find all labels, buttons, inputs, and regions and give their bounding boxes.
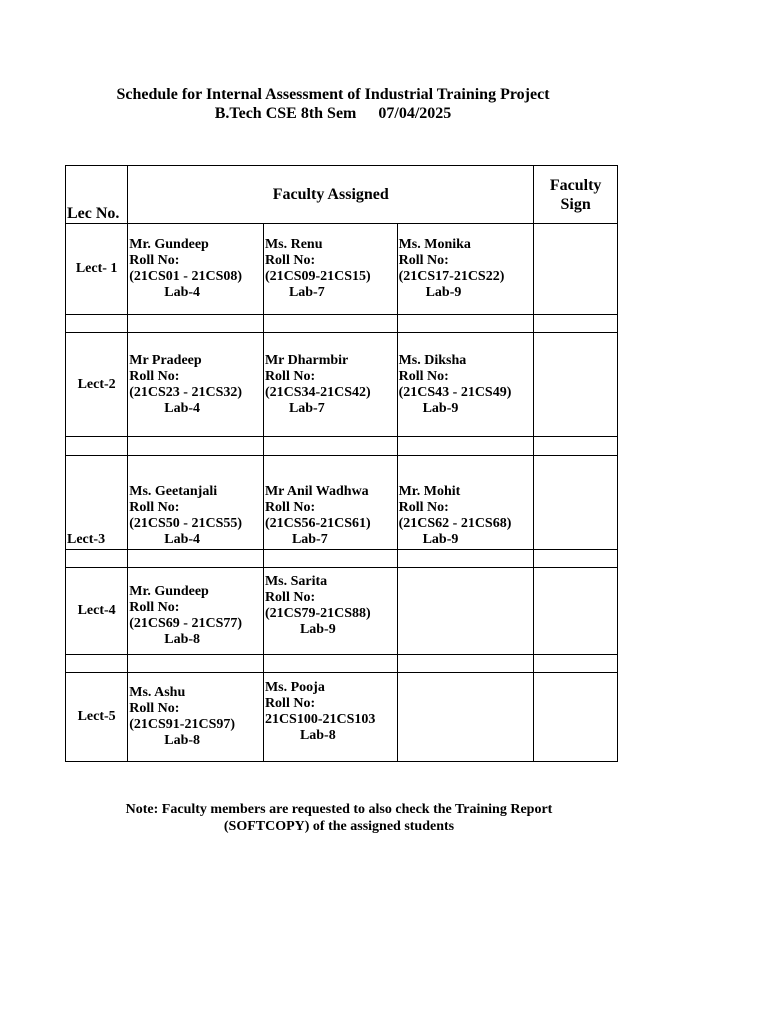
table-row (66, 333, 618, 437)
faculty-name: Mr. Gundeep (129, 237, 209, 252)
document-title: Schedule for Internal Assessment of Industrial Training Project (116, 86, 550, 103)
faculty-name: Mr Dharmbir (264, 352, 349, 368)
document-date: 07/04/2025 (378, 105, 452, 122)
document-title-block (86, 85, 580, 123)
spacer-row (66, 550, 618, 568)
roll-label: Roll No: (129, 253, 180, 268)
faculty-sign-cell (534, 224, 618, 315)
roll-label: Roll No: (129, 500, 180, 515)
faculty-sign-header-line-2: Sign (560, 195, 591, 213)
lab-label: Lab-9 (422, 532, 459, 547)
roll-range: (21CS34-21CS42) (264, 384, 371, 400)
document-subtitle: B.Tech CSE 8th Sem (214, 105, 357, 122)
lab-label: Lab-4 (164, 400, 201, 416)
lab-label: Lab-7 (288, 285, 325, 300)
roll-label: Roll No: (398, 368, 449, 384)
faculty-name: Mr Pradeep (129, 352, 202, 368)
lab-label: Lab-9 (425, 285, 462, 300)
faculty-name: Ms. Monika (398, 237, 471, 252)
roll-label: Roll No: (398, 500, 449, 515)
lab-label: Lab-7 (291, 532, 328, 547)
roll-range: (21CS62 - 21CS68) (398, 516, 512, 531)
spacer-row (66, 315, 618, 333)
faculty-sign-header-line-1: Faculty (549, 176, 602, 194)
roll-label: Roll No: (264, 368, 316, 384)
faculty-cell (128, 224, 264, 315)
faculty-cell-empty (397, 673, 534, 762)
faculty-cell (263, 333, 397, 437)
lab-label: Lab-9 (422, 400, 459, 416)
faculty-cell (263, 456, 397, 550)
roll-range: (21CS01 - 21CS08) (129, 269, 243, 284)
lecture-number: Lect-5 (66, 673, 128, 762)
lecture-number: Lect-3 (66, 456, 128, 550)
table-row (66, 568, 618, 655)
roll-range: (21CS09-21CS15) (264, 269, 371, 284)
roll-label: Roll No: (129, 368, 180, 384)
roll-range: (21CS56-21CS61) (264, 516, 371, 531)
faculty-name: Mr. Mohit (398, 484, 461, 499)
column-header-faculty-assigned: Faculty Assigned (128, 166, 534, 224)
faculty-cell (263, 673, 397, 762)
lecture-number: Lect-2 (66, 333, 128, 437)
faculty-sign-cell (534, 673, 618, 762)
faculty-cell (128, 568, 264, 655)
roll-label: Roll No: (264, 253, 316, 268)
roll-label: Roll No: (264, 696, 316, 711)
faculty-name: Ms. Pooja (264, 680, 325, 695)
column-header-lec-no: Lec No. (66, 166, 128, 224)
faculty-cell (397, 456, 534, 550)
roll-range: (21CS50 - 21CS55) (129, 516, 243, 531)
footer-note-line-1: Note: Faculty members are requested to also check the Training Report (125, 802, 553, 817)
faculty-name: Mr. Gundeep (129, 584, 209, 599)
faculty-cell-empty (397, 568, 534, 655)
schedule-table (65, 165, 618, 762)
faculty-sign-cell (534, 333, 618, 437)
roll-range: (21CS69 - 21CS77) (129, 616, 243, 631)
roll-label: Roll No: (129, 701, 180, 716)
faculty-cell (128, 333, 264, 437)
roll-range: (21CS23 - 21CS32) (129, 384, 243, 400)
roll-label: Roll No: (264, 500, 316, 515)
column-header-faculty-sign (534, 166, 618, 224)
table-row (66, 456, 618, 550)
faculty-name: Ms. Ashu (129, 685, 186, 700)
faculty-cell (128, 673, 264, 762)
faculty-cell (128, 456, 264, 550)
faculty-cell (263, 224, 397, 315)
spacer-row (66, 437, 618, 456)
lab-label: Lab-7 (288, 400, 325, 416)
table-row (66, 224, 618, 315)
roll-range: 21CS100-21CS103 (264, 712, 376, 727)
lecture-number: Lect- 1 (66, 224, 128, 315)
roll-range: (21CS17-21CS22) (398, 269, 505, 284)
faculty-cell (397, 333, 534, 437)
lab-label: Lab-4 (164, 285, 201, 300)
faculty-name: Ms. Geetanjali (129, 484, 218, 499)
faculty-sign-cell (534, 568, 618, 655)
faculty-cell (263, 568, 397, 655)
faculty-name: Ms. Renu (264, 237, 323, 252)
roll-label: Roll No: (264, 590, 316, 605)
faculty-name: Mr Anil Wadhwa (264, 484, 369, 499)
roll-range: (21CS43 - 21CS49) (398, 384, 512, 400)
lab-label: Lab-8 (164, 733, 201, 748)
faculty-name: Ms. Diksha (398, 352, 467, 368)
faculty-name: Ms. Sarita (264, 574, 328, 589)
faculty-cell (397, 224, 534, 315)
faculty-sign-cell (534, 456, 618, 550)
roll-range: (21CS79-21CS88) (264, 606, 371, 621)
roll-label: Roll No: (129, 600, 180, 615)
document-subtitle-line (86, 104, 580, 123)
lab-label: Lab-9 (299, 622, 336, 637)
roll-range: (21CS91-21CS97) (129, 717, 236, 732)
lecture-number: Lect-4 (66, 568, 128, 655)
lab-label: Lab-8 (299, 728, 336, 743)
table-row (66, 673, 618, 762)
spacer-row (66, 655, 618, 673)
lab-label: Lab-8 (164, 632, 201, 647)
footer-note-line-2: (SOFTCOPY) of the assigned students (223, 819, 455, 834)
table-header-row (66, 166, 618, 224)
footer-note (90, 801, 588, 835)
roll-label: Roll No: (398, 253, 449, 268)
lab-label: Lab-4 (164, 532, 201, 547)
